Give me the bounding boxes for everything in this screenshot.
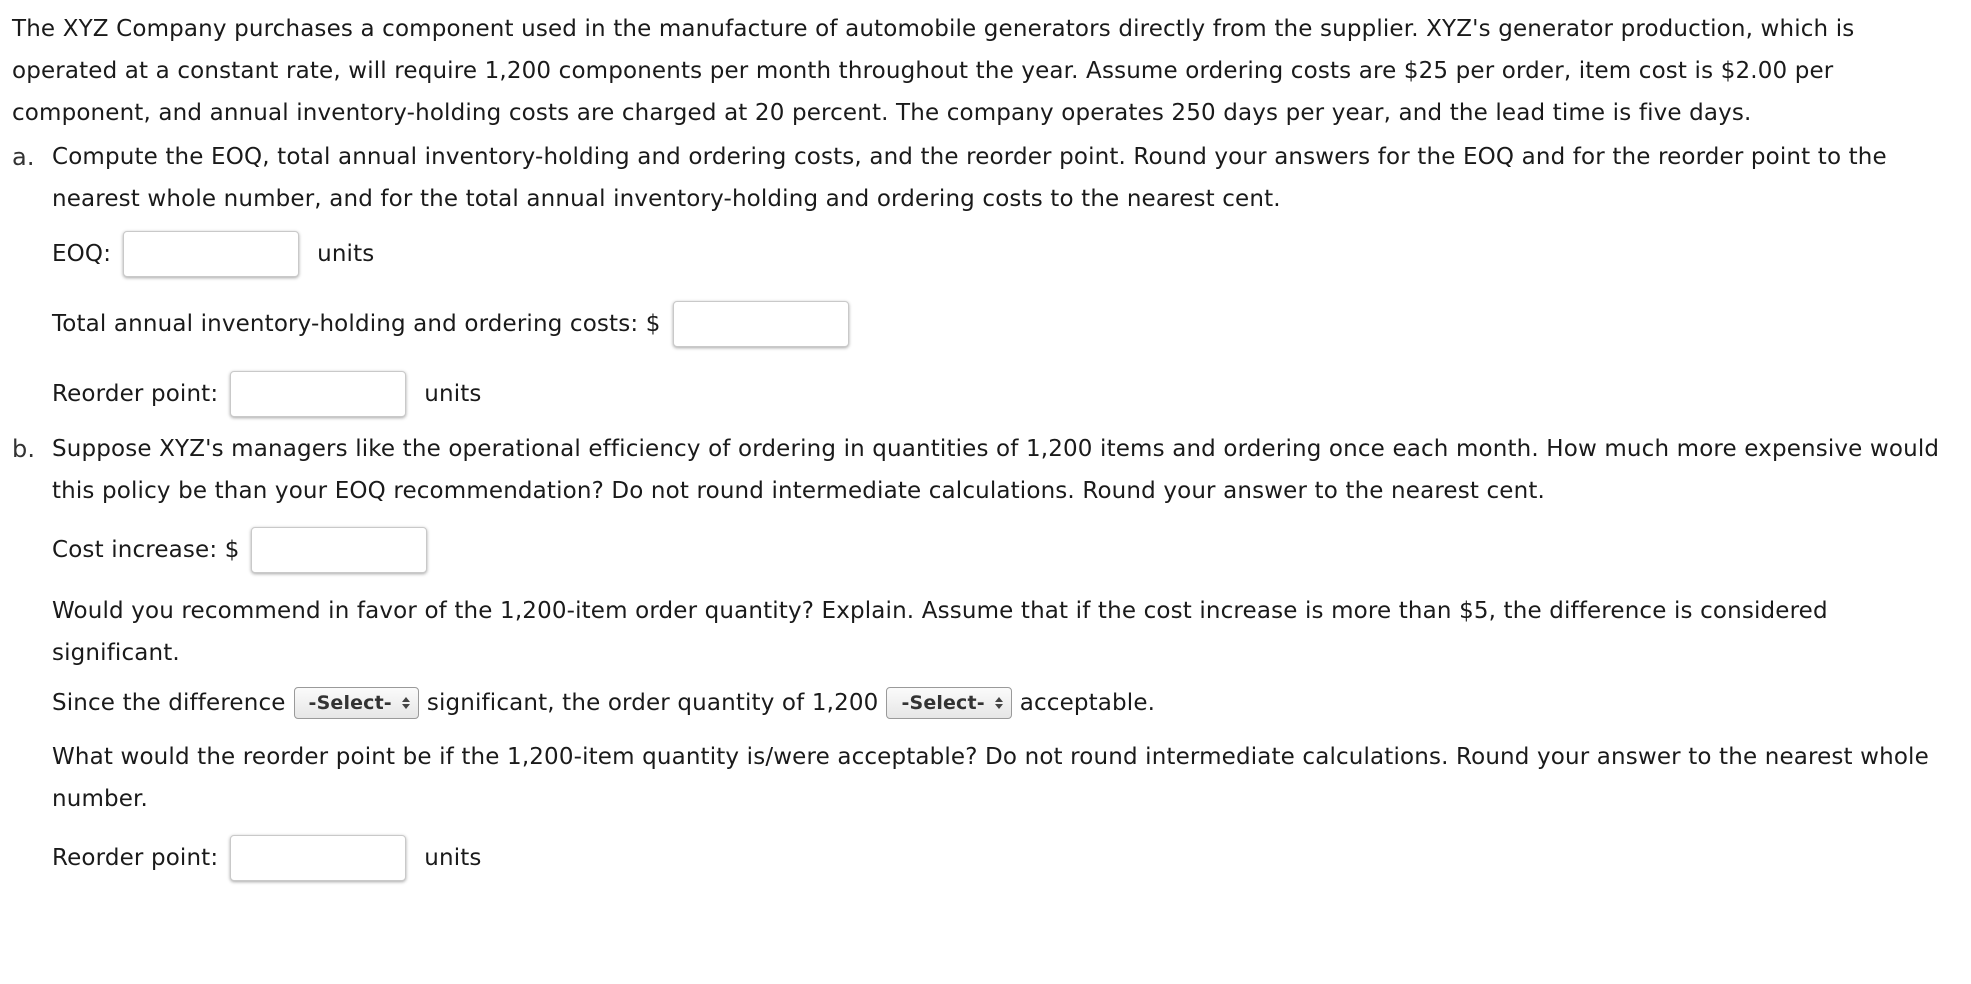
eoq-unit: units — [317, 241, 375, 267]
part-a-text: Compute the EOQ, total annual inventory-holding and ordering costs, and the reorder point. Round your answers for the EOQ and for the reorder point to the nearest whole number, and for the total annual inventory-holding and ordering costs to the nearest cent. — [52, 144, 1887, 212]
eoq-label: EOQ: — [52, 241, 112, 267]
difference-select[interactable] — [294, 687, 419, 719]
eoq-row — [52, 228, 1959, 280]
total-cost-row — [52, 298, 1959, 350]
difference-select-value: -Select- — [308, 692, 392, 714]
eoq-input[interactable] — [123, 231, 299, 277]
part-a — [12, 136, 1959, 420]
part-b-text: Suppose XYZ's managers like the operational efficiency of ordering in quantities of 1,200 items and ordering once each month. How much more expensive would this policy be than your EOQ recommendation? Do not round intermediate calculations. Round your answer to the nearest cent. — [52, 436, 1940, 504]
reorder-label-a: Reorder point: — [52, 381, 219, 407]
sentence-part3: acceptable. — [1019, 690, 1156, 716]
reorder-label-b: Reorder point: — [52, 845, 219, 871]
reorder-input-a[interactable] — [230, 371, 406, 417]
cost-increase-input[interactable] — [251, 527, 427, 573]
sentence-part1: Since the difference — [52, 690, 286, 716]
problem-intro: The XYZ Company purchases a component used in the manufacture of automobile generators directly from the supplier. XYZ's generator production, which is operated at a constant rate, will require 1,200 components per month throughout the year. Assume ordering costs are $25 per order, item cost is $2.00 per component, and annual inventory-holding costs are charged at 20 percent. The company operates 250 days per year, and the lead time is five days. — [12, 16, 1855, 126]
select-arrows-icon — [402, 697, 410, 709]
reorder-unit-a: units — [424, 381, 482, 407]
acceptable-select[interactable] — [886, 687, 1011, 719]
reorder-row-a — [52, 368, 1959, 420]
sentence-part2: significant, the order quantity of 1,200 — [426, 690, 879, 716]
select-arrows-icon — [995, 697, 1003, 709]
part-a-letter: a. — [12, 143, 35, 171]
total-cost-input[interactable] — [673, 301, 849, 347]
part-b — [12, 428, 1959, 884]
cost-increase-row — [52, 524, 1959, 576]
acceptable-select-value: -Select- — [901, 692, 985, 714]
cost-increase-label: Cost increase: $ — [52, 537, 240, 563]
reorder-unit-b: units — [424, 845, 482, 871]
total-cost-label: Total annual inventory-holding and ordering costs: $ — [52, 311, 661, 337]
reorder-question: What would the reorder point be if the 1,200-item quantity is/were acceptable? Do not round intermediate calculations. Round your answer to the nearest whole number. — [52, 744, 1929, 812]
part-b-letter: b. — [12, 435, 36, 463]
reorder-row-b — [52, 832, 1959, 884]
recommend-sentence — [52, 682, 1959, 724]
reorder-input-b[interactable] — [230, 835, 406, 881]
recommend-question: Would you recommend in favor of the 1,200-item order quantity? Explain. Assume that if the cost increase is more than $5, the difference is considered significant. — [52, 598, 1828, 666]
